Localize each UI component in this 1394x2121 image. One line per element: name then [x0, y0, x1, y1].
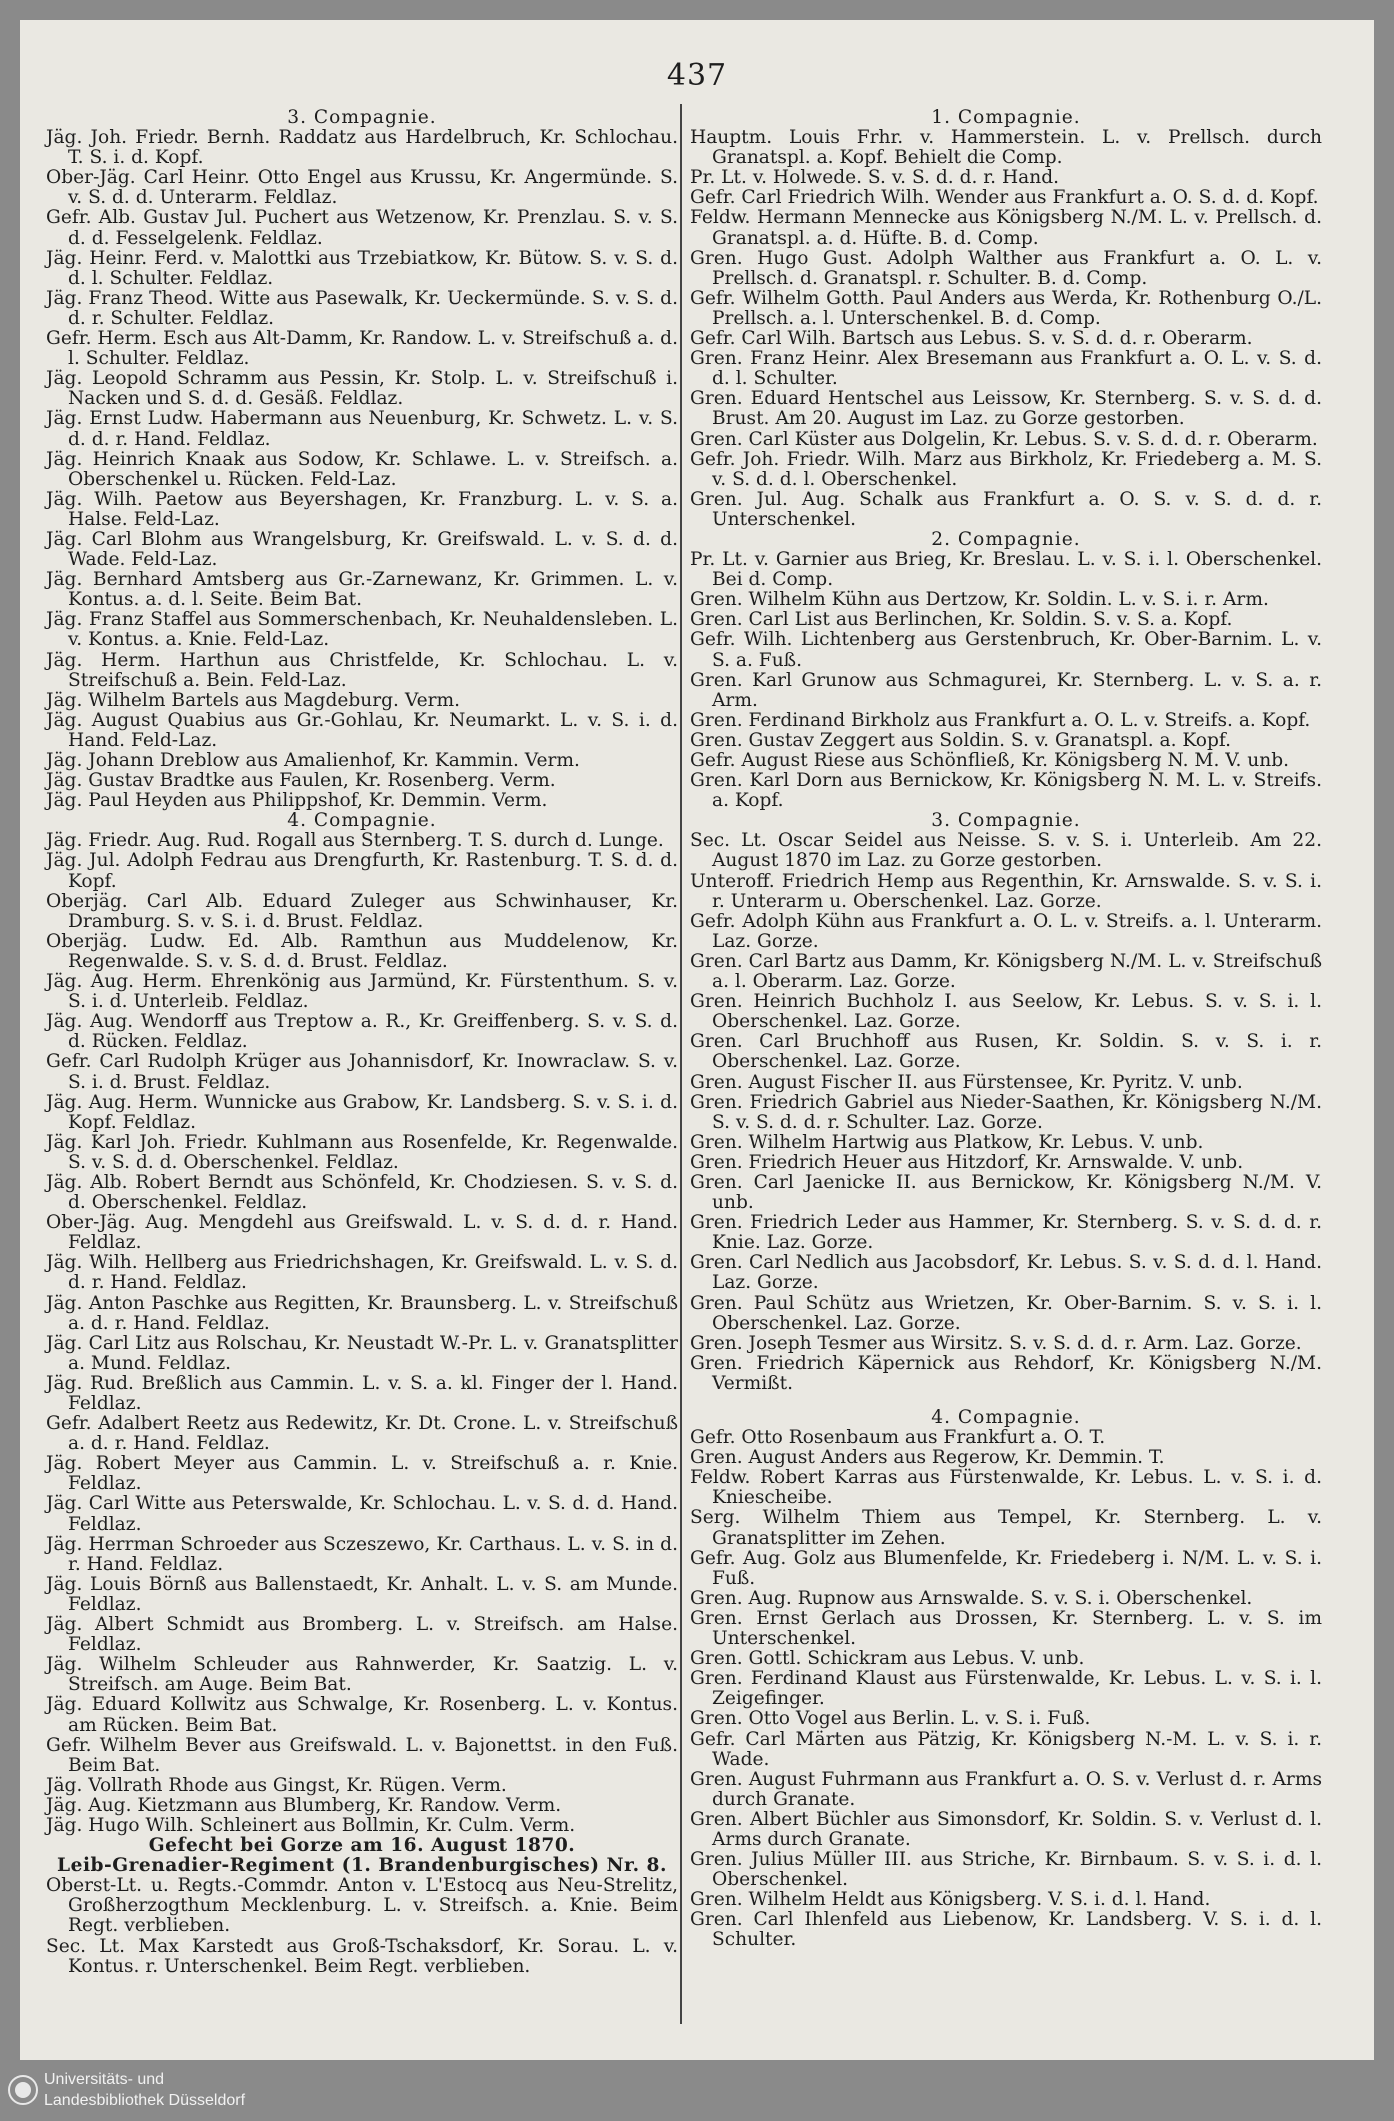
column-divider: [680, 104, 682, 2024]
casualty-entry: Oberjäg. Carl Alb. Eduard Zuleger aus Schwinhauser, Kr. Dramburg. S. v. S. i. d. Brust. Feldlaz.: [46, 890, 678, 932]
casualty-entry: Jäg. Wilhelm Bartels aus Magdeburg. Verm.: [46, 689, 461, 711]
casualty-entry: Feldw. Robert Karras aus Fürstenwalde, Kr. Lebus. L. v. S. i. d. Kniescheibe.: [690, 1467, 1322, 1509]
company-heading: 4. Compagnie.: [287, 810, 437, 832]
library-name-line2: Landesbibliothek Düsseldorf: [44, 2092, 246, 2109]
casualty-entry: Gren. Paul Schütz aus Wrietzen, Kr. Ober-Barnim. S. v. S. i. l. Oberschenkel. Laz. Gorze.: [690, 1292, 1322, 1334]
casualty-entry: Jäg. Ernst Ludw. Habermann aus Neuenburg, Kr. Schwetz. L. v. S. d. d. r. Hand. Feldlaz.: [46, 408, 678, 450]
casualty-entry: Jäg. Johann Dreblow aus Amalienhof, Kr. Kammin. Verm.: [46, 750, 580, 771]
casualty-entry: Jäg. Herrman Schroeder aus Sczeszewo, Kr. Carthaus. L. v. S. in d. r. Hand. Feldlaz.: [46, 1533, 678, 1575]
casualty-entry: Gefr. Carl Märten aus Pätzig, Kr. Königsberg N.-M. L. v. S. i. r. Wade.: [690, 1728, 1322, 1770]
casualty-entry: Gren. Wilhelm Heldt aus Königsberg. V. S. i. d. l. Hand.: [690, 1889, 1211, 1911]
casualty-entry: Jäg. Wilh. Hellberg aus Friedrichshagen, Kr. Greifswald. L. v. S. d. d. r. Hand. Feldlaz.: [46, 1252, 678, 1294]
casualty-entry: Gefr. August Riese aus Schönfließ, Kr. Königsberg N. M. V. unb.: [690, 750, 1290, 771]
casualty-entry: Gren. Julius Müller III. aus Striche, Kr. Birnbaum. S. v. S. i. d. l. Oberschenkel.: [690, 1849, 1322, 1891]
casualty-entry: Jäg. Aug. Herm. Ehrenkönig aus Jarmünd, Kr. Fürstenthum. S. v. S. i. d. Unterleib. Feldlaz.: [46, 971, 678, 1013]
casualty-entry: Jäg. Heinrich Knaak aus Sodow, Kr. Schlawe. L. v. Streifsch. a. Oberschenkel u. Rücken. Feld-Laz.: [46, 448, 678, 490]
casualty-entry: Jäg. August Quabius aus Gr.-Gohlau, Kr. Neumarkt. L. v. S. i. d. Hand. Feld-Laz.: [46, 709, 678, 751]
casualty-entry: Gren. Friedrich Leder aus Hammer, Kr. Sternberg. S. v. S. d. d. r. Knie. Laz. Gorze.: [690, 1212, 1322, 1254]
casualty-entry: Gren. Carl Jaenicke II. aus Bernickow, Kr. Königsberg N./M. V. unb.: [690, 1171, 1322, 1214]
casualty-entry: Jäg. Franz Theod. Witte aus Pasewalk, Kr. Ueckermünde. S. v. S. d. d. r. Schulter. Feldlaz.: [46, 287, 678, 329]
casualty-entry: Gefr. Wilhelm Bever aus Greifswald. L. v. Bajonettst. in den Fuß. Beim Bat.: [46, 1734, 678, 1776]
casualty-entry: Jäg. Aug. Wendorff aus Treptow a. R., Kr. Greiffenberg. S. v. S. d. d. Rücken. Feldlaz.: [46, 1011, 678, 1053]
casualty-entry: Gefr. Otto Rosenbaum aus Frankfurt a. O. T.: [690, 1427, 1106, 1449]
casualty-entry: Gefr. Adolph Kühn aus Frankfurt a. O. L. v. Streifs. a. l. Unterarm. Laz. Gorze.: [690, 910, 1322, 952]
company-heading: 1. Compagnie.: [931, 107, 1081, 128]
casualty-entry: Gefr. Carl Rudolph Krüger aus Johannisdorf, Kr. Inowraclaw. S. v. S. i. d. Brust. Feldlaz.: [46, 1051, 678, 1093]
casualty-entry: Gren. August Anders aus Regerow, Kr. Demmin. T.: [690, 1447, 1165, 1469]
casualty-entry: Gren. Ernst Gerlach aus Drossen, Kr. Sternberg. L. v. S. im Unterschenkel.: [690, 1607, 1322, 1650]
casualty-entry: Gefr. Wilhelm Gotth. Paul Anders aus Werda, Kr. Rothenburg O./L. Prellsch. a. l. Unterschenkel. B. d. Comp.: [690, 287, 1322, 329]
casualty-entry: Gren. Eduard Hentschel aus Leissow, Kr. Sternberg. S. v. S. d. d. Brust. Am 20. August im Laz. zu Gorze gestorben.: [690, 388, 1322, 430]
casualty-entry: Gren. Wilhelm Hartwig aus Platkow, Kr. Lebus. V. unb.: [690, 1131, 1204, 1153]
casualty-entry: Gren. Carl Nedlich aus Jacobsdorf, Kr. Lebus. S. v. S. d. d. l. Hand. Laz. Gorze.: [690, 1252, 1322, 1294]
casualty-entry: Gefr. Adalbert Reetz aus Redewitz, Kr. Dt. Crone. L. v. Streifschuß a. d. r. Hand. Feldlaz.: [46, 1413, 678, 1455]
casualty-entry: Jäg. Gustav Bradtke aus Faulen, Kr. Rosenberg. Verm.: [46, 770, 556, 792]
right-column: [690, 108, 1322, 1951]
casualty-entry: Gren. Karl Grunow aus Schmagurei, Kr. Sternberg. L. v. S. a. r. Arm.: [690, 669, 1322, 711]
casualty-entry: Jäg. Anton Paschke aus Regitten, Kr. Braunsberg. L. v. Streifschuß a. d. r. Hand. Feldlaz.: [46, 1292, 678, 1334]
casualty-entry: Gefr. Herm. Esch aus Alt-Damm, Kr. Randow. L. v. Streifschuß a. d. l. Schulter. Feldlaz.: [46, 328, 678, 370]
page-number: 437: [666, 58, 728, 93]
casualty-entry: Serg. Wilhelm Thiem aus Tempel, Kr. Sternberg. L. v. Granatsplitter im Zehen.: [690, 1507, 1322, 1549]
company-heading: 3. Compagnie.: [287, 107, 437, 128]
casualty-entry: Jäg. Louis Börnß aus Ballenstaedt, Kr. Anhalt. L. v. S. am Munde. Feldlaz.: [46, 1573, 678, 1615]
casualty-entry: Gren. Joseph Tesmer aus Wirsitz. S. v. S. d. d. r. Arm. Laz. Gorze.: [690, 1332, 1302, 1354]
company-heading: 3. Compagnie.: [931, 810, 1081, 832]
casualty-entry: Gefr. Wilh. Lichtenberg aus Gerstenbruch, Kr. Ober-Barnim. L. v. S. a. Fuß.: [690, 629, 1322, 671]
casualty-entry: Jäg. Alb. Robert Berndt aus Schönfeld, Kr. Chodziesen. S. v. S. d. d. Oberschenkel. Feldlaz.: [46, 1171, 678, 1214]
casualty-entry: Jäg. Friedr. Aug. Rud. Rogall aus Sternberg. T. S. durch d. Lunge.: [46, 830, 664, 852]
casualty-entry: Feldw. Hermann Mennecke aus Königsberg N./M. L. v. Prellsch. d. Granatspl. a. d. Hüfte. B. d. Comp.: [690, 207, 1322, 249]
casualty-entry: Gren. Karl Dorn aus Bernickow, Kr. Königsberg N. M. L. v. Streifs. a. Kopf.: [690, 770, 1322, 812]
casualty-entry: Jäg. Carl Litz aus Rolschau, Kr. Neustadt W.-Pr. L. v. Granatsplitter a. Mund. Feldlaz.: [46, 1332, 678, 1374]
section-heading: Gefecht bei Gorze am 16. August 1870.: [148, 1835, 576, 1857]
casualty-entry: Gren. Gustav Zeggert aus Soldin. S. v. Granatspl. a. Kopf.: [690, 729, 1232, 751]
casualty-entry: Jäg. Franz Staffel aus Sommerschenbach, Kr. Neuhaldensleben. L. v. Kontus. a. Knie. Feld-Laz.: [46, 609, 678, 651]
casualty-entry: Gren. Ferdinand Klaust aus Fürstenwalde, Kr. Lebus. L. v. S. i. l. Zeigefinger.: [690, 1668, 1322, 1710]
casualty-entry: Jäg. Wilh. Paetow aus Beyershagen, Kr. Franzburg. L. v. S. a. Halse. Feld-Laz.: [46, 488, 678, 530]
casualty-entry: Gren. Hugo Gust. Adolph Walther aus Frankfurt a. O. L. v. Prellsch. d. Granatspl. r. Schulter. B. d. Comp.: [690, 247, 1322, 289]
casualty-entry: Jäg. Heinr. Ferd. v. Malottki aus Trzebiatkow, Kr. Bütow. S. v. S. d. d. l. Schulter. Feldlaz.: [46, 247, 678, 289]
casualty-entry: Gren. Friedrich Gabriel aus Nieder-Saathen, Kr. Königsberg N./M. S. v. S. d. d. r. Schulter. Laz. Gorze.: [690, 1091, 1322, 1133]
casualty-entry: Gren. Heinrich Buchholz I. aus Seelow, Kr. Lebus. S. v. S. i. l. Oberschenkel. Laz. Gorze.: [690, 991, 1322, 1033]
casualty-entry: Jäg. Paul Heyden aus Philippshof, Kr. Demmin. Verm.: [46, 790, 548, 812]
casualty-entry: Jäg. Wilhelm Schleuder aus Rahnwerder, Kr. Saatzig. L. v. Streifsch. am Auge. Beim Bat.: [46, 1654, 678, 1696]
library-name: [44, 2069, 245, 2111]
casualty-entry: Gren. Jul. Aug. Schalk aus Frankfurt a. O. S. v. S. d. d. r. Unterschenkel.: [690, 488, 1322, 530]
casualty-entry: Gren. Ferdinand Birkholz aus Frankfurt a. O. L. v. Streifs. a. Kopf.: [690, 709, 1311, 731]
document-page: [20, 20, 1374, 2060]
casualty-entry: Jäg. Carl Blohm aus Wrangelsburg, Kr. Greifswald. L. v. S. d. d. Wade. Feld-Laz.: [46, 528, 678, 571]
casualty-entry: Gren. Carl Küster aus Dolgelin, Kr. Lebus. S. v. S. d. d. r. Oberarm.: [690, 428, 1318, 450]
casualty-entry: Jäg. Herm. Harthun aus Christfelde, Kr. Schlochau. L. v. Streifschuß a. Bein. Feld-Laz.: [46, 649, 678, 691]
section-heading: Leib-Grenadier-Regiment (1. Brandenburgisches) Nr. 8.: [57, 1855, 667, 1877]
casualty-entry: Gren. Carl Bartz aus Damm, Kr. Königsberg N./M. L. v. Streifschuß a. l. Oberarm. Laz. Gorze.: [690, 950, 1322, 993]
company-heading: 4. Compagnie.: [931, 1407, 1081, 1428]
casualty-entry: Jäg. Joh. Friedr. Bernh. Raddatz aus Hardelbruch, Kr. Schlochau. T. S. i. d. Kopf.: [46, 127, 678, 169]
casualty-entry: Oberst-Lt. u. Regts.-Commdr. Anton v. L'Estocq aus Neu-Strelitz, Großherzogthum Mecklenburg. L. v. Streifsch. a. Knie. Beim Regt. verblieben.: [46, 1875, 678, 1937]
casualty-entry: Pr. Lt. v. Holwede. S. v. S. d. d. r. Hand.: [690, 167, 1060, 189]
casualty-entry: Gren. Carl Ihlenfeld aus Liebenow, Kr. Landsberg. V. S. i. d. l. Schulter.: [690, 1909, 1322, 1951]
casualty-entry: Gren. Friedrich Käpernick aus Rehdorf, Kr. Königsberg N./M. Vermißt.: [690, 1352, 1322, 1394]
library-footer: [0, 2061, 1394, 2121]
casualty-entry: Jäg. Vollrath Rhode aus Gingst, Kr. Rügen. Verm.: [46, 1774, 507, 1796]
casualty-entry: Gren. Otto Vogel aus Berlin. L. v. S. i. Fuß.: [690, 1708, 1091, 1730]
casualty-entry: Gefr. Aug. Golz aus Blumenfelde, Kr. Friedeberg i. N/M. L. v. S. i. Fuß.: [690, 1547, 1322, 1589]
casualty-entry: Jäg. Albert Schmidt aus Bromberg. L. v. Streifsch. am Halse. Feldlaz.: [46, 1614, 678, 1656]
casualty-entry: Gren. August Fuhrmann aus Frankfurt a. O. S. v. Verlust d. r. Arms durch Granate.: [690, 1768, 1322, 1810]
casualty-entry: Gefr. Carl Wilh. Bartsch aus Lebus. S. v. S. d. d. r. Oberarm.: [690, 328, 1253, 350]
casualty-entry: Gren. August Fischer II. aus Fürstensee, Kr. Pyritz. V. unb.: [690, 1071, 1243, 1093]
casualty-entry: Gefr. Carl Friedrich Wilh. Wender aus Frankfurt a. O. S. d. d. Kopf.: [690, 187, 1319, 209]
library-name-line1: Universitäts- und: [44, 2071, 165, 2088]
casualty-entry: Unteroff. Friedrich Hemp aus Regenthin, Kr. Arnswalde. S. v. S. i. r. Unterarm u. Oberschenkel. Laz. Gorze.: [690, 870, 1322, 912]
casualty-entry: Gren. Carl List aus Berlinchen, Kr. Soldin. S. v. S. a. Kopf.: [690, 609, 1233, 631]
casualty-entry: Jäg. Robert Meyer aus Cammin. L. v. Streifschuß a. r. Knie. Feldlaz.: [46, 1453, 678, 1495]
casualty-entry: Jäg. Bernhard Amtsberg aus Gr.-Zarnewanz, Kr. Grimmen. L. v. Kontus. a. d. l. Seite. Beim Bat.: [46, 569, 678, 611]
casualty-entry: Pr. Lt. v. Garnier aus Brieg, Kr. Breslau. L. v. S. i. l. Oberschenkel. Bei d. Comp.: [690, 549, 1322, 591]
casualty-entry: Jäg. Karl Joh. Friedr. Kuhlmann aus Rosenfelde, Kr. Regenwalde. S. v. S. d. d. Oberschenkel. Feldlaz.: [46, 1131, 678, 1173]
casualty-entry: Gefr. Alb. Gustav Jul. Puchert aus Wetzenow, Kr. Prenzlau. S. v. S. d. d. Fesselgelenk. Feldlaz.: [46, 207, 678, 249]
casualty-entry: Gren. Aug. Rupnow aus Arnswalde. S. v. S. i. Oberschenkel.: [690, 1587, 1253, 1609]
casualty-entry: Gren. Friedrich Heuer aus Hitzdorf, Kr. Arnswalde. V. unb.: [690, 1151, 1244, 1173]
casualty-entry: Ober-Jäg. Aug. Mengdehl aus Greifswald. L. v. S. d. d. r. Hand. Feldlaz.: [46, 1212, 678, 1254]
casualty-entry: Sec. Lt. Max Karstedt aus Groß-Tschaksdorf, Kr. Sorau. L. v. Kontus. r. Unterschenkel. Beim Regt. verblieben.: [46, 1935, 678, 1977]
left-column: [46, 108, 678, 1977]
casualty-entry: Gefr. Joh. Friedr. Wilh. Marz aus Birkholz, Kr. Friedeberg a. M. S. v. S. d. d. l. Oberschenkel.: [690, 448, 1322, 490]
casualty-entry: Oberjäg. Ludw. Ed. Alb. Ramthun aus Muddelenow, Kr. Regenwalde. S. v. S. d. d. Brust. Feldlaz.: [46, 930, 678, 972]
casualty-entry: Gren. Franz Heinr. Alex Bresemann aus Frankfurt a. O. L. v. S. d. d. l. Schulter.: [690, 348, 1322, 390]
casualty-entry: Sec. Lt. Oscar Seidel aus Neisse. S. v. S. i. Unterleib. Am 22. August 1870 im Laz. zu Gorze gestorben.: [690, 830, 1322, 872]
casualty-entry: Jäg. Aug. Kietzmann aus Blumberg, Kr. Randow. Verm.: [46, 1794, 562, 1816]
casualty-entry: Jäg. Aug. Herm. Wunnicke aus Grabow, Kr. Landsberg. S. v. S. i. d. Kopf. Feldlaz.: [46, 1091, 678, 1133]
casualty-entry: Jäg. Hugo Wilh. Schleinert aus Bollmin, Kr. Culm. Verm.: [46, 1814, 576, 1836]
casualty-entry: Hauptm. Louis Frhr. v. Hammerstein. L. v. Prellsch. durch Granatspl. a. Kopf. Behielt die Comp.: [690, 127, 1322, 169]
casualty-entry: Jäg. Carl Witte aus Peterswalde, Kr. Schlochau. L. v. S. d. d. Hand. Feldlaz.: [46, 1493, 678, 1535]
casualty-entry: Gren. Albert Büchler aus Simonsdorf, Kr. Soldin. S. v. Verlust d. l. Arms durch Granate.: [690, 1808, 1322, 1850]
casualty-entry: Ober-Jäg. Carl Heinr. Otto Engel aus Krussu, Kr. Angermünde. S. v. S. d. d. Unterarm. Feldlaz.: [46, 167, 678, 209]
casualty-entry: Jäg. Rud. Breßlich aus Cammin. L. v. S. a. kl. Finger der l. Hand. Feldlaz.: [46, 1372, 678, 1414]
library-seal-icon: [8, 2075, 38, 2105]
casualty-entry: Jäg. Jul. Adolph Fedrau aus Drengfurth, Kr. Rastenburg. T. S. d. d. Kopf.: [46, 850, 678, 892]
casualty-entry: Gren. Carl Bruchhoff aus Rusen, Kr. Soldin. S. v. S. i. r. Oberschenkel. Laz. Gorze.: [690, 1031, 1322, 1073]
casualty-entry: Jäg. Leopold Schramm aus Pessin, Kr. Stolp. L. v. Streifschuß i. Nacken und S. d. d. Gesäß. Feldlaz.: [46, 368, 678, 410]
casualty-entry: Jäg. Eduard Kollwitz aus Schwalge, Kr. Rosenberg. L. v. Kontus. am Rücken. Beim Bat.: [46, 1694, 678, 1736]
casualty-entry: Gren. Wilhelm Kühn aus Dertzow, Kr. Soldin. L. v. S. i. r. Arm.: [690, 589, 1269, 611]
casualty-entry: Gren. Gottl. Schickram aus Lebus. V. unb.: [690, 1648, 1085, 1670]
company-heading: 2. Compagnie.: [931, 528, 1081, 550]
